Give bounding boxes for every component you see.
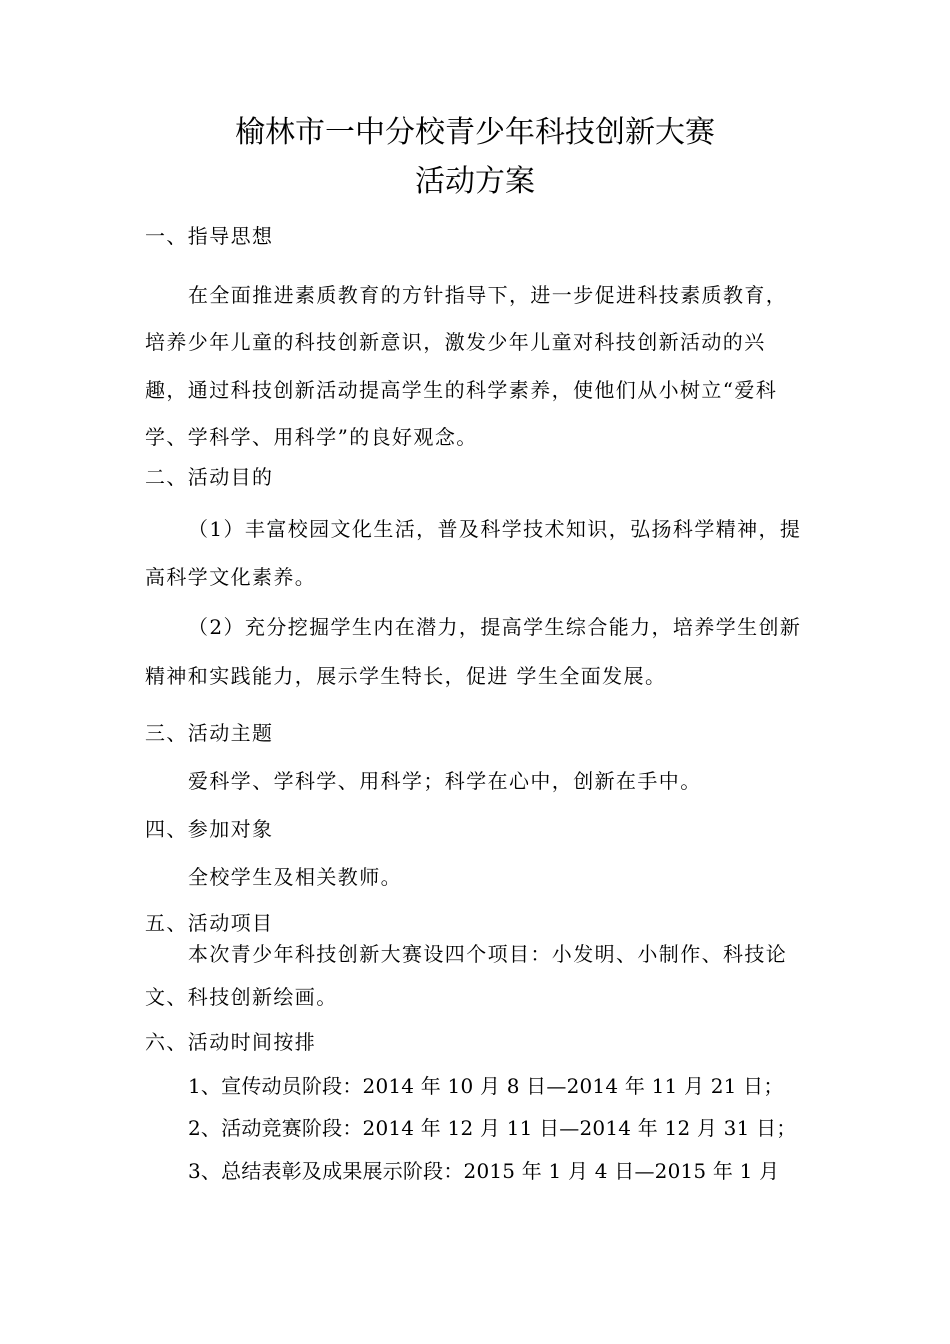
schedule-line: 2、活动竞赛阶段：2014 年 12 月 11 日—2014 年 12 月 31 日；: [188, 1116, 797, 1140]
paragraph-line: （2）充分挖掘学生内在潜力，提高学生综合能力，培养学生创新: [188, 615, 802, 639]
paragraph-line: 全校学生及相关教师。: [188, 865, 402, 889]
paragraph-line: 高科学文化素养。: [145, 565, 317, 589]
document-subtitle: 活动方案: [415, 164, 535, 199]
section-heading-guiding-ideology: 一、指导思想: [145, 224, 274, 248]
document-title: 榆林市一中分校青少年科技创新大赛: [235, 115, 715, 150]
paragraph-line: 在全面推进素质教育的方针指导下，进一步促进科技素质教育，: [188, 283, 788, 307]
paragraph-line: 文、科技创新绘画。: [145, 985, 338, 1009]
paragraph-line: 培养少年儿童的科技创新意识，激发少年儿童对科技创新活动的兴: [145, 330, 766, 354]
section-heading-activity-items: 五、活动项目: [145, 911, 274, 935]
paragraph-line: 精神和实践能力，展示学生特长，促进 学生全面发展。: [145, 664, 667, 688]
section-heading-activity-theme: 三、活动主题: [145, 721, 274, 745]
section-heading-activity-schedule: 六、活动时间按排: [145, 1030, 317, 1054]
section-heading-participants: 四、参加对象: [145, 817, 274, 841]
paragraph-line: （1）丰富校园文化生活，普及科学技术知识，弘扬科学精神，提: [188, 517, 802, 541]
paragraph-line: 爱科学、学科学、用科学；科学在心中，创新在手中。: [188, 769, 702, 793]
schedule-line: 3、总结表彰及成果展示阶段：2015 年 1 月 4 日—2015 年 1 月: [188, 1159, 780, 1183]
section-heading-activity-purpose: 二、活动目的: [145, 465, 274, 489]
paragraph-line: 本次青少年科技创新大赛设四个项目：小发明、小制作、科技论: [188, 942, 788, 966]
paragraph-line: 趣，通过科技创新活动提高学生的科学素养，使他们从小树立“爱科: [145, 378, 778, 402]
paragraph-line: 学、学科学、用科学”的良好观念。: [145, 425, 478, 449]
schedule-line: 1、宣传动员阶段：2014 年 10 月 8 日—2014 年 11 月 21 日；: [188, 1074, 784, 1098]
